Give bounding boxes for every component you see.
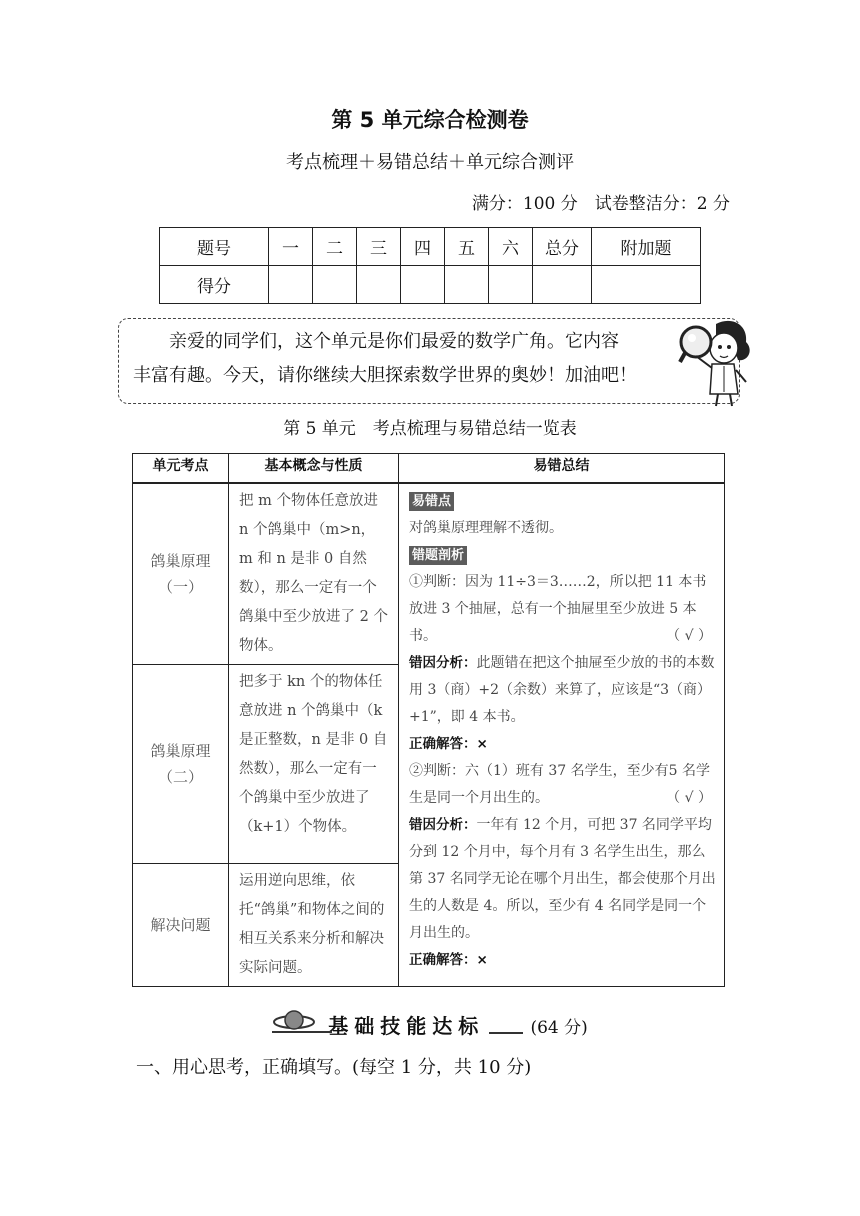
score-table-score-row xyxy=(160,266,701,304)
question-1 xyxy=(409,569,716,650)
answer-label: 正确解答： xyxy=(409,952,477,968)
score-input-cell[interactable] xyxy=(592,266,701,304)
error-point-text: 对鸽巢原理理解不透彻。 xyxy=(409,520,563,536)
banner-tail-icon xyxy=(489,1019,525,1039)
score-input-cell[interactable] xyxy=(269,266,313,304)
concept-cell: 运用逆向思维，依托“鸽巢”和物体之间的相互关系来分析和解决实际问题。 xyxy=(229,864,399,987)
planet-banner-icon xyxy=(272,1008,332,1038)
error-point-tag: 易错点 xyxy=(409,492,454,511)
review-row-1 xyxy=(133,483,725,665)
score-input-cell[interactable] xyxy=(533,266,592,304)
question-heading-1: 一、用心思考，正确填写。(每空 1 分，共 10 分) xyxy=(136,1057,532,1078)
question-1-text: ①判断：因为 11÷3＝3……2，所以把 11 本书放进 3 个抽屉，总有一个抽屉里至少放进 5 本书。 xyxy=(409,574,707,644)
reason-label: 错因分析： xyxy=(409,655,477,671)
score-cell: 二 xyxy=(313,228,357,266)
review-table-caption: 第 5 单元 考点梳理与易错总结一览表 xyxy=(283,419,577,439)
score-input-cell[interactable] xyxy=(489,266,533,304)
score-table xyxy=(159,227,701,304)
score-cell: 附加题 xyxy=(592,228,701,266)
score-cell: 题号 xyxy=(160,228,269,266)
section-banner xyxy=(272,1010,588,1039)
section-title: 基础技能达标 xyxy=(328,1014,485,1038)
answer-value: × xyxy=(476,736,488,752)
header-errors: 易错总结 xyxy=(399,454,725,484)
score-cell: 四 xyxy=(401,228,445,266)
full-score: 满分：100 分 试卷整洁分：2 分 xyxy=(471,194,730,214)
score-row-label: 得分 xyxy=(160,266,269,304)
header-concept: 基本概念与性质 xyxy=(229,454,399,484)
reason-label: 错因分析： xyxy=(409,817,477,833)
intro-line-1: 亲爱的同学们，这个单元是你们最爱的数学广角。它内容 xyxy=(169,331,619,352)
topic-cell xyxy=(133,665,229,864)
score-input-cell[interactable] xyxy=(401,266,445,304)
review-table xyxy=(132,453,725,987)
error-summary-cell xyxy=(399,483,725,987)
question-1-answer xyxy=(409,731,716,758)
score-cell: 三 xyxy=(357,228,401,266)
topic-cell xyxy=(133,864,229,987)
header-topic: 单元考点 xyxy=(133,454,229,484)
score-input-cell[interactable] xyxy=(357,266,401,304)
topic-number: （一） xyxy=(157,578,203,596)
topic-name: 鸽巢原理 xyxy=(150,552,211,570)
question-1-reason xyxy=(409,650,716,731)
score-cell: 一 xyxy=(269,228,313,266)
question-2-mark: （ √ ） xyxy=(666,790,712,806)
section-score: (64 分) xyxy=(530,1018,588,1038)
score-input-cell[interactable] xyxy=(313,266,357,304)
question-2-reason xyxy=(409,812,716,947)
error-analysis-tag: 错题剖析 xyxy=(409,546,467,565)
concept-cell: 把多于 kn 个的物体任意放进 n 个鸽巢中（k 是正整数，n 是非 0 自然数），那么一定有一个鸽巢中至少放进了（k+1）个物体。 xyxy=(229,665,399,864)
page-title: 第 5 单元综合检测卷 xyxy=(331,108,529,132)
question-2-answer xyxy=(409,947,716,974)
page-subtitle: 考点梳理＋易错总结＋单元综合测评 xyxy=(286,152,574,173)
intro-line-2: 丰富有趣。今天，请你继续大胆探索数学世界的奥妙！加油吧！ xyxy=(133,365,637,386)
topic-cell xyxy=(133,483,229,665)
question-2-text: ②判断：六（1）班有 37 名学生，至少有5 名学生是同一个月出生的。 xyxy=(409,763,710,806)
reason-text: 此题错在把这个抽屉至少放的书的本数用 3（商）+2（余数）来算了，应该是“3（商）+1”，即 4 本书。 xyxy=(409,655,715,725)
answer-label: 正确解答： xyxy=(409,736,477,752)
question-2 xyxy=(409,758,716,812)
score-cell: 六 xyxy=(489,228,533,266)
mascot-magnifier-icon xyxy=(676,316,754,408)
score-cell: 总分 xyxy=(533,228,592,266)
question-1-mark: （ √ ） xyxy=(666,628,712,644)
intro-box xyxy=(118,318,740,404)
score-table-header-row xyxy=(160,228,701,266)
reason-text: 一年有 12 个月，可把 37 名同学平均分到 12 个月中，每个月有 3 名学生出生，那么第 37 名同学无论在哪个月出生，都会使那个月出生的人数是 4。所以，至少有 4 名同学是同一个月出生的。 xyxy=(409,817,716,941)
intro-text xyxy=(133,325,713,393)
review-table-header xyxy=(133,454,725,484)
concept-cell: 把 m 个物体任意放进 n 个鸽巢中（m>n，m 和 n 是非 0 自然数），那么一定有一个鸽巢中至少放进了 2 个物体。 xyxy=(229,483,399,665)
answer-value: × xyxy=(476,952,488,968)
topic-number: （二） xyxy=(157,768,203,786)
score-cell: 五 xyxy=(445,228,489,266)
topic-name: 解决问题 xyxy=(150,916,211,934)
section-header xyxy=(0,1010,860,1039)
score-input-cell[interactable] xyxy=(445,266,489,304)
topic-name: 鸽巢原理 xyxy=(150,742,211,760)
